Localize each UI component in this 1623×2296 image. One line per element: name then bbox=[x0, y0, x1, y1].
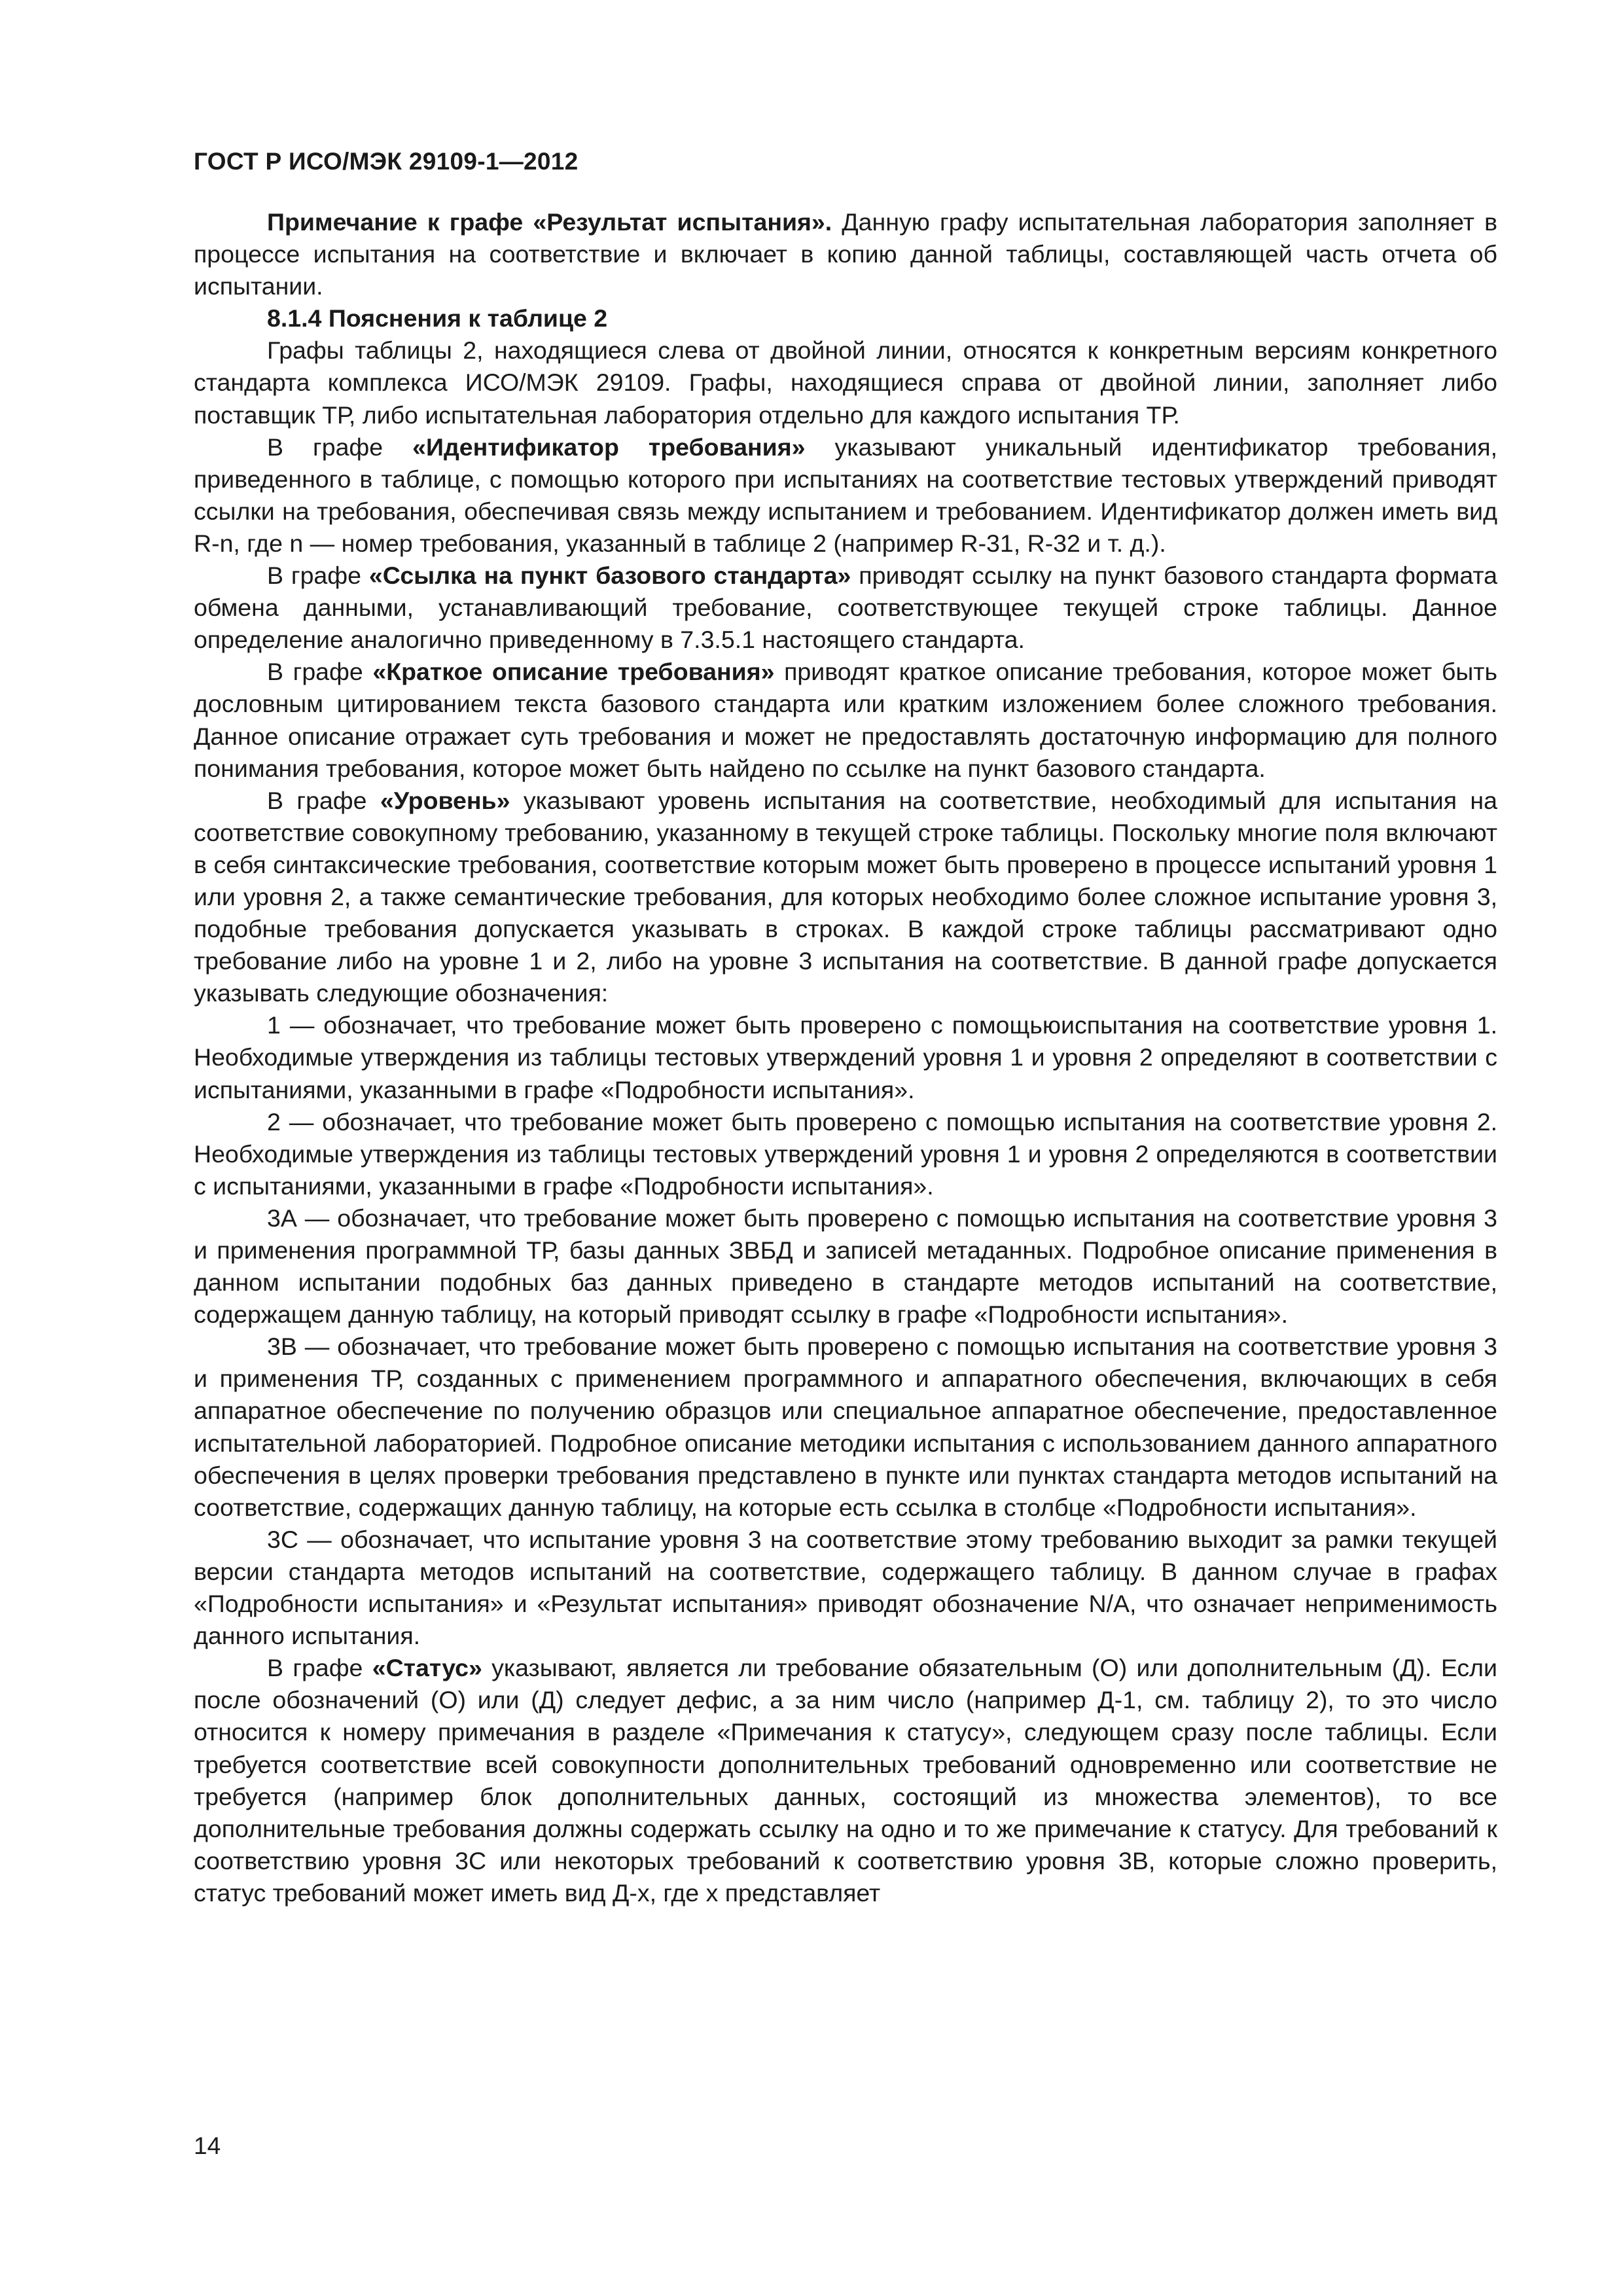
paragraph-text: Данную графу испытательная лаборатория заполняет в процессе испытания на соответствие и включает в копию данной таблицы, составляющей часть отчета об испытании. bbox=[194, 208, 1497, 300]
paragraph-lead: «Статус» bbox=[372, 1654, 482, 1682]
paragraph-lead: «Ссылка на пункт базового стандарта» bbox=[368, 562, 851, 590]
paragraph-pre: В графе bbox=[267, 786, 380, 814]
paragraph-text: 1 — обозначает, что требование может быть проверено с помощьюиспытания на соответствие уровня 1. Необходимые утверждения из таблицы тестовых утверждений уровня 1 и уровня 2 определяют в соответствии с испытаниями, указанными в графе «Подробности испытания». bbox=[194, 1011, 1497, 1103]
paragraph-text: указывают уникальный идентификатор требования, приведенного в таблице, с помощью которого при испытаниях на соответствие тестовых утверждений приводят ссылки на требования, обеспечивая связь между испытанием и требованием. Идентификатор должен иметь вид R-n, где n — номер требования, указанный в таблице 2 (например R-31, R-32 и т. д.). bbox=[194, 433, 1498, 557]
page-number: 14 bbox=[194, 2132, 221, 2159]
paragraph-text: приводят ссылку на пункт базового стандарта формата обмена данными, устанавливающий требование, соответствующее текущей строке таблицы. Данное определение аналогично приведенному в 7.3.5.1 настоящего стандарта. bbox=[194, 562, 1497, 654]
paragraph-status bbox=[194, 1652, 1497, 1909]
paragraph-text: приводят краткое описание требования, которое может быть дословным цитированием текста базового стандарта или кратким изложением более сложного требования. Данное описание отражает суть требования и может не предоставлять достаточную информацию для полного понимания требования, которое может быть найдено по ссылке на пункт базового стандарта. bbox=[194, 658, 1498, 782]
paragraph-text: Графы таблицы 2, находящиеся слева от двойной линии, относятся к конкретным версиям конкретного стандарта комплекса ИСО/МЭК 29109. Графы, находящиеся справа от двойной линии, заполняет либо поставщик ТР, либо испытательная лаборатория отдельно для каждого испытания ТР. bbox=[194, 336, 1497, 429]
paragraph-pre: В графе bbox=[267, 1654, 372, 1682]
paragraph-lead: «Идентификатор требования» bbox=[412, 433, 806, 461]
paragraph-text: 3С — обозначает, что испытание уровня 3 на соответствие этому требованию выходит за рамки текущей версии стандарта методов испытаний на соответствие, содержащего таблицу. В данном случае в графах «Подробности испытания» и «Результат испытания» приводят обозначение N/A, что означает неприменимость данного испытания. bbox=[194, 1525, 1497, 1650]
paragraph-text: 3В — обозначает, что требование может быть проверено с помощью испытания на соответствие уровня 3 и применения ТР, созданных с применением программного и аппаратного обеспечения, включающих в себя аппаратное обеспечение по получению образцов или специальное аппаратное обеспечение, предоставленное испытательной лабораторией. Подробное описание методики испытания с использованием данного аппаратного обеспечения в целях проверки требования представлено в пункте или пунктах стандарта методов испытаний на соответствие, содержащих данную таблицу, на которые есть ссылка в столбце «Подробности испытания». bbox=[194, 1333, 1497, 1521]
section-heading: 8.1.4 Пояснения к таблице 2 bbox=[267, 304, 608, 332]
paragraph-pre: В графе bbox=[267, 658, 373, 686]
paragraph-pre: В графе bbox=[267, 433, 413, 461]
paragraph-columns bbox=[194, 334, 1497, 431]
paragraph-level-3b bbox=[194, 1331, 1497, 1524]
paragraph-short-description bbox=[194, 656, 1497, 784]
paragraph-note-result bbox=[194, 206, 1497, 302]
paragraph-lead: Примечание к графе «Результат испытания». bbox=[267, 208, 832, 236]
paragraph-lead: «Краткое описание требования» bbox=[372, 658, 775, 686]
paragraph-text: указывают, является ли требование обязательным (О) или дополнительным (Д). Если после обозначений (О) или (Д) следует дефис, а за ним число (например Д-1, см. таблицу 2), то это число относится к номеру примечания в разделе «Примечания к статусу», следующем сразу после таблицы. Если требуется соответствие всей совокупности дополнительных требований одновременно или соответствие не требуется (например блок дополнительных данных, состоящий из множества элементов), то все дополнительные требования должны содержать ссылку на одно и то же примечание к статусу. Для требований к соответствию уровня 3С или некоторых требований к соответствию уровня 3В, которые сложно проверить, статус требований может иметь вид Д-х, где х представляет bbox=[194, 1654, 1497, 1907]
paragraph-requirement-id bbox=[194, 431, 1497, 560]
paragraph-text: 3А — обозначает, что требование может быть проверено с помощью испытания на соответствие уровня 3 и применения программной ТР, базы данных ЗВБД и записей метаданных. Подробное описание применения в данном испытании подобных баз данных приведено в стандарте методов испытаний на соответствие, содержащем данную таблицу, на который приводят ссылку в графе «Подробности испытания». bbox=[194, 1204, 1497, 1329]
paragraph-text: указывают уровень испытания на соответствие, необходимый для испытания на соответствие совокупному требованию, указанному в текущей строке таблицы. Поскольку многие поля включают в себя синтаксические требования, соответствие которым может быть проверено в процессе испытаний уровня 1 или уровня 2, а также семантические требования, для которых необходимо более сложное испытание уровня 3, подобные требования допускается указывать в строках. В каждой строке таблицы рассматривают одно требование либо на уровне 1 и 2, либо на уровне 3 испытания на соответствие. В данной графе допускается указывать следующие обозначения: bbox=[194, 786, 1497, 1007]
paragraph-text: 2 — обозначает, что требование может быть проверено с помощью испытания на соответствие уровня 2. Необходимые утверждения из таблицы тестовых утверждений уровня 1 и уровня 2 определяются в соответствии с испытаниями, указанными в графе «Подробности испытания». bbox=[194, 1107, 1497, 1200]
paragraph-level-3c bbox=[194, 1524, 1497, 1652]
paragraph-pre: В графе bbox=[267, 562, 369, 590]
paragraph-level-2 bbox=[194, 1106, 1497, 1202]
paragraph-lead: «Уровень» bbox=[380, 786, 510, 814]
document-body bbox=[194, 206, 1497, 1909]
paragraph-level bbox=[194, 785, 1497, 1010]
paragraph-level-3a bbox=[194, 1202, 1497, 1331]
paragraph-base-standard-ref bbox=[194, 560, 1497, 656]
paragraph-level-1 bbox=[194, 1009, 1497, 1105]
document-header: ГОСТ Р ИСО/МЭК 29109-1—2012 bbox=[194, 148, 579, 175]
